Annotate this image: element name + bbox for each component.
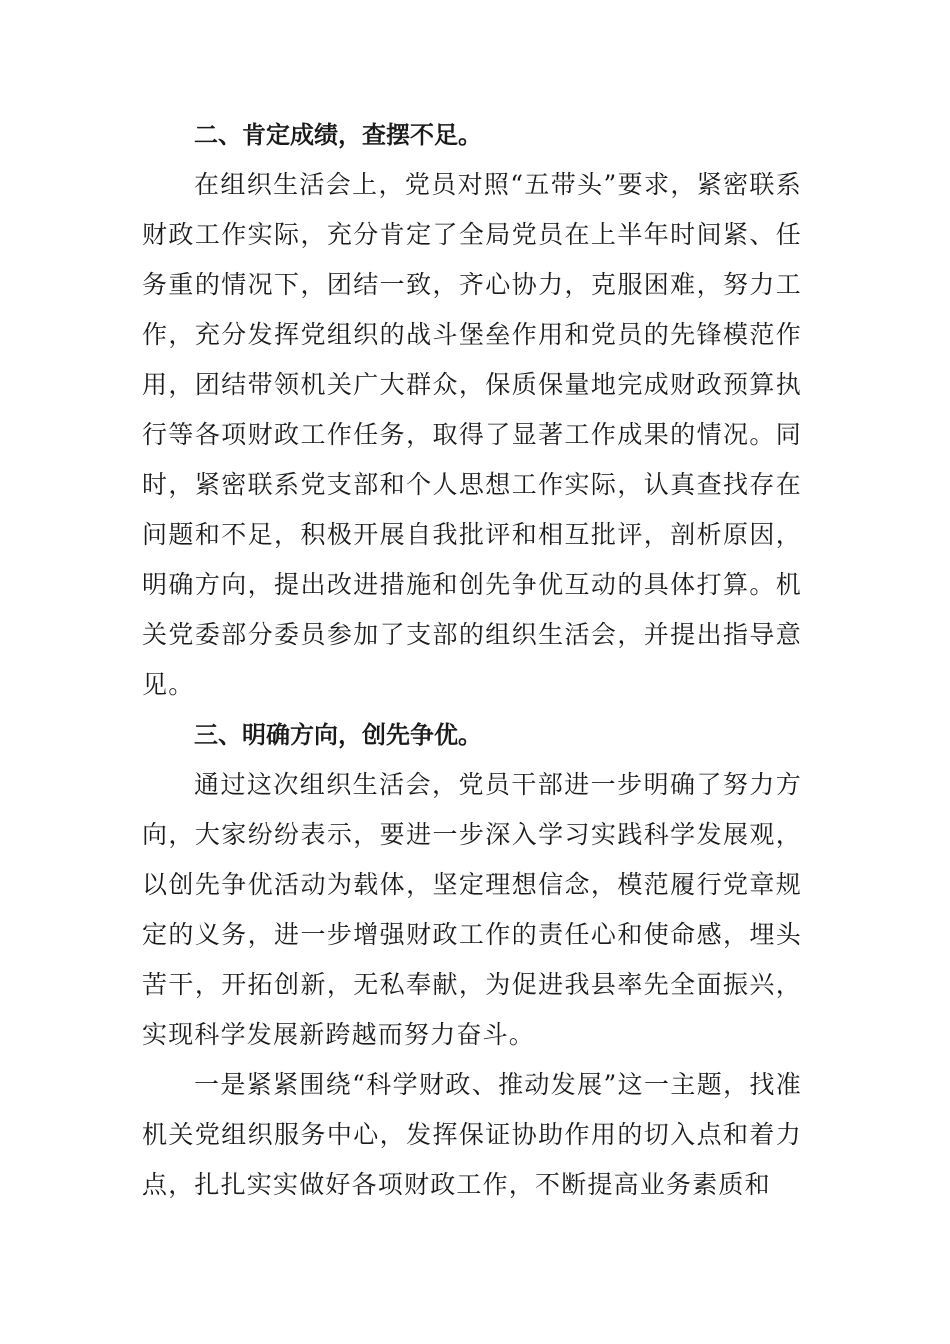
- section-paragraph-4: 一是紧紧围绕“科学财政、推动发展”这一主题，找准机关党组织服务中心，发挥保证协助作用的切入点和着力点，扎扎实实做好各项财政工作，不断提高业务素质和: [142, 1070, 802, 1199]
- section-heading-3: 三、明确方向，创先争优。: [194, 721, 482, 749]
- document-page: [142, 110, 802, 1210]
- section-paragraph-2: 在组织生活会上，党员对照“五带头”要求，紧密联系财政工作实际，充分肯定了全局党员在上半年时间紧、任务重的情况下，团结一致，齐心协力，克服困难，努力工作，充分发挥党组织的战斗堡垒作用和党员的先锋模范作用，团结带领机关广大群众，保质保量地完成财政预算执行等各项财政工作任务，取得了显著工作成果的情况。同时，紧密联系党支部和个人思想工作实际，认真查找存在问题和不足，积极开展自我批评和相互批评，剖析原因，明确方向，提出改进措施和创先争优互动的具体打算。机关党委部分委员参加了支部的组织生活会，并提出指导意见。: [142, 170, 802, 699]
- section-paragraph-3: 通过这次组织生活会，党员干部进一步明确了努力方向，大家纷纷表示，要进一步深入学习实践科学发展观，以创先争优活动为载体，坚定理想信念，模范履行党章规定的义务，进一步增强财政工作的责任心和使命感，埋头苦干，开拓创新，无私奉献，为促进我县率先全面振兴，实现科学发展新跨越而努力奋斗。: [142, 770, 802, 1049]
- section-heading-2: 二、肯定成绩，查摆不足。: [194, 121, 482, 149]
